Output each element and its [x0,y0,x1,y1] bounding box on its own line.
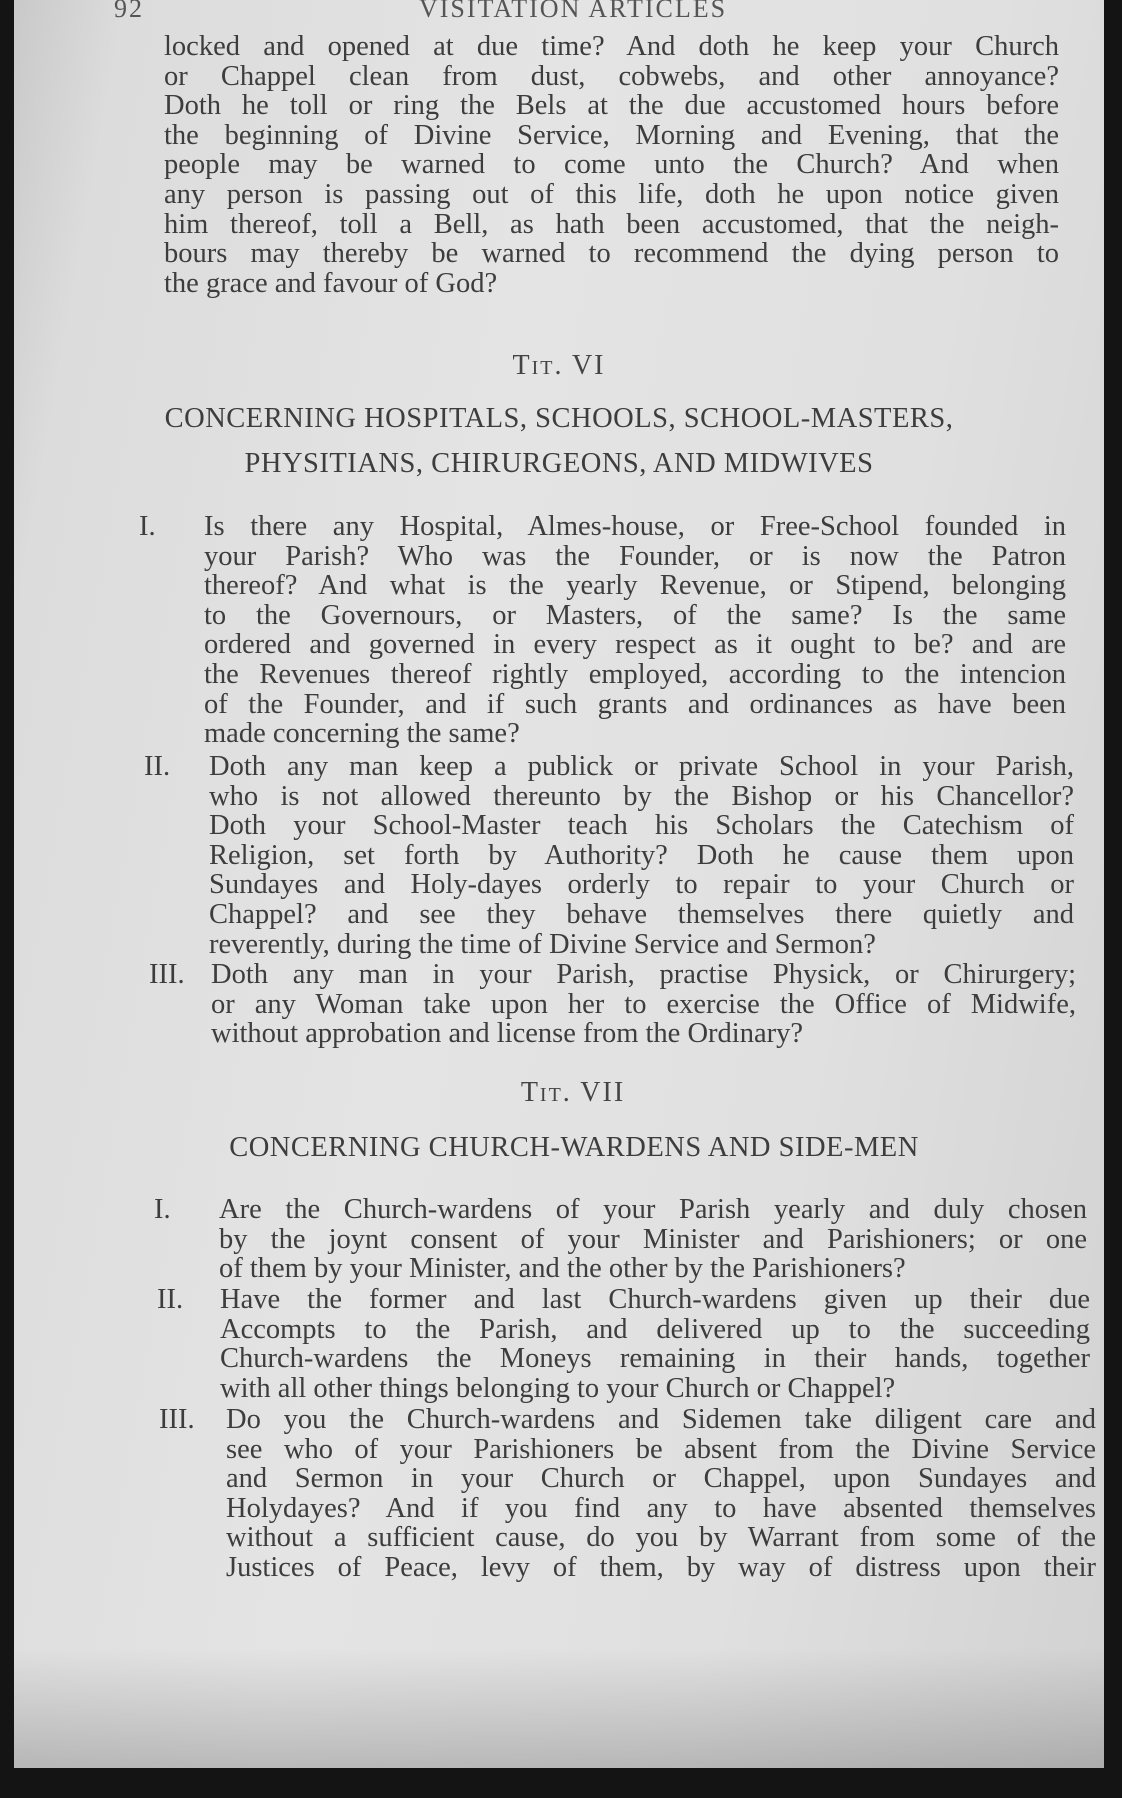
article-number: I. [154,1194,171,1225]
article-number: III. [159,1404,195,1435]
text-line: and Sermon in your Church or Chappel, upon Sundayes and [226,1463,1096,1495]
text-line: see who of your Parishioners be absent from the Divine Service [226,1433,1096,1465]
text-line: your Parish? Who was the Founder, or is now the Patron [204,540,1066,572]
text-line: Chappel? and see they behave themselves there quietly and [209,898,1074,930]
text-line: made concerning the same? [204,718,520,750]
text-line: locked and opened at due time? And doth he keep your Church [164,31,1059,62]
text-line: any person is passing out of this life, doth he upon notice given [164,178,1059,210]
running-head [114,0,1014,24]
article-number: I. [139,511,156,542]
article-text [226,1405,1096,1583]
text-line: or Chappel clean from dust, cobwebs, and other annoyance? [164,60,1059,92]
section-heading-tit-vii: CONCERNING CHURCH-WARDENS AND SIDE-MEN [229,1132,919,1163]
text-line: Accompts to the Parish, and delivered up to the succeeding [220,1313,1090,1345]
text-line: Sundayes and Holy-dayes orderly to repair to your Church or [209,869,1074,901]
text-line: Doth any man keep a publick or private School in your Parish, [209,751,1074,782]
intro-lines [164,32,1059,298]
text-line: Doth he toll or ring the Bels at the due accustomed hours before [164,90,1059,122]
text-line: who is not allowed thereunto by the Bishop or his Chancellor? [209,780,1074,812]
section-heading-tit-vi-line2: PHYSITIANS, CHIRURGEONS, AND MIDWIVES [244,448,874,479]
text-line: Do you the Church-wardens and Sidemen take diligent care and [226,1404,1096,1435]
text-line: Holydayes? And if you find any to have absented themselves [226,1492,1096,1524]
text-line: Is there any Hospital, Almes-house, or Free-School founded in [204,511,1066,542]
text-line: bours may thereby be warned to recommend the dying person to [164,238,1059,270]
text-line: him thereof, toll a Bell, as hath been accustomed, that the neigh- [164,208,1059,240]
text-line: without approbation and license from the Ordinary? [211,1018,803,1050]
text-line: the Revenues thereof rightly employed, according to the intencion [204,658,1066,690]
section-heading-tit-vi-line1: CONCERNING HOSPITALS, SCHOOLS, SCHOOL-MASTERS, [164,403,954,434]
text-line: with all other things belonging to your Church or Chappel? [220,1372,896,1404]
text-line: Have the former and last Church-wardens given up their due [220,1284,1090,1315]
article-number: II. [157,1284,184,1315]
section-label-tit-vii: Tit. VII [520,1077,626,1108]
text-line: ordered and governed in every respect as it ought to be? and are [204,629,1066,661]
text-line: Justices of Peace, levy of them, by way of distress upon their [226,1551,1096,1583]
text-line: reverently, during the time of Divine Service and Sermon? [209,928,876,960]
text-line: Doth your School-Master teach his Scholars the Catechism of [209,810,1074,842]
text-line: thereof? And what is the yearly Revenue, or Stipend, belonging [204,570,1066,602]
text-line: without a sufficient cause, do you by Warrant from some of the [226,1522,1096,1554]
article-text [219,1195,1087,1284]
text-line: Religion, set forth by Authority? Doth he cause them upon [209,839,1074,871]
section-label-tit-vi: Tit. VI [512,350,606,381]
text-line: to the Governours, or Masters, of the same? Is the same [204,599,1066,631]
article-text [209,752,1074,959]
running-title: VISITATION ARTICLES [419,0,728,23]
text-line: of the Founder, and if such grants and ordinances as have been [204,688,1066,720]
text-line: or any Woman take upon her to exercise the Office of Midwife, [211,988,1076,1020]
text-line: Church-wardens the Moneys remaining in their hands, together [220,1343,1090,1375]
article-text [204,512,1066,749]
article-number: III. [149,959,185,990]
text-line: Doth any man in your Parish, practise Physick, or Chirurgery; [211,959,1076,990]
text-line: of them by your Minister, and the other by the Parishioners? [219,1253,906,1285]
text-line: the beginning of Divine Service, Morning and Evening, that the [164,119,1059,151]
page-number: 92 [114,0,144,23]
text-line: Are the Church-wardens of your Parish yearly and duly chosen [219,1194,1087,1225]
text-line: the grace and favour of God? [164,267,498,299]
book-page [14,0,1104,1768]
article-text [211,960,1076,1049]
article-text [220,1285,1090,1403]
article-number: II. [144,751,171,782]
text-line: people may be warned to come unto the Church? And when [164,149,1059,181]
text-line: by the joynt consent of your Minister and Parishioners; or one [219,1223,1087,1255]
